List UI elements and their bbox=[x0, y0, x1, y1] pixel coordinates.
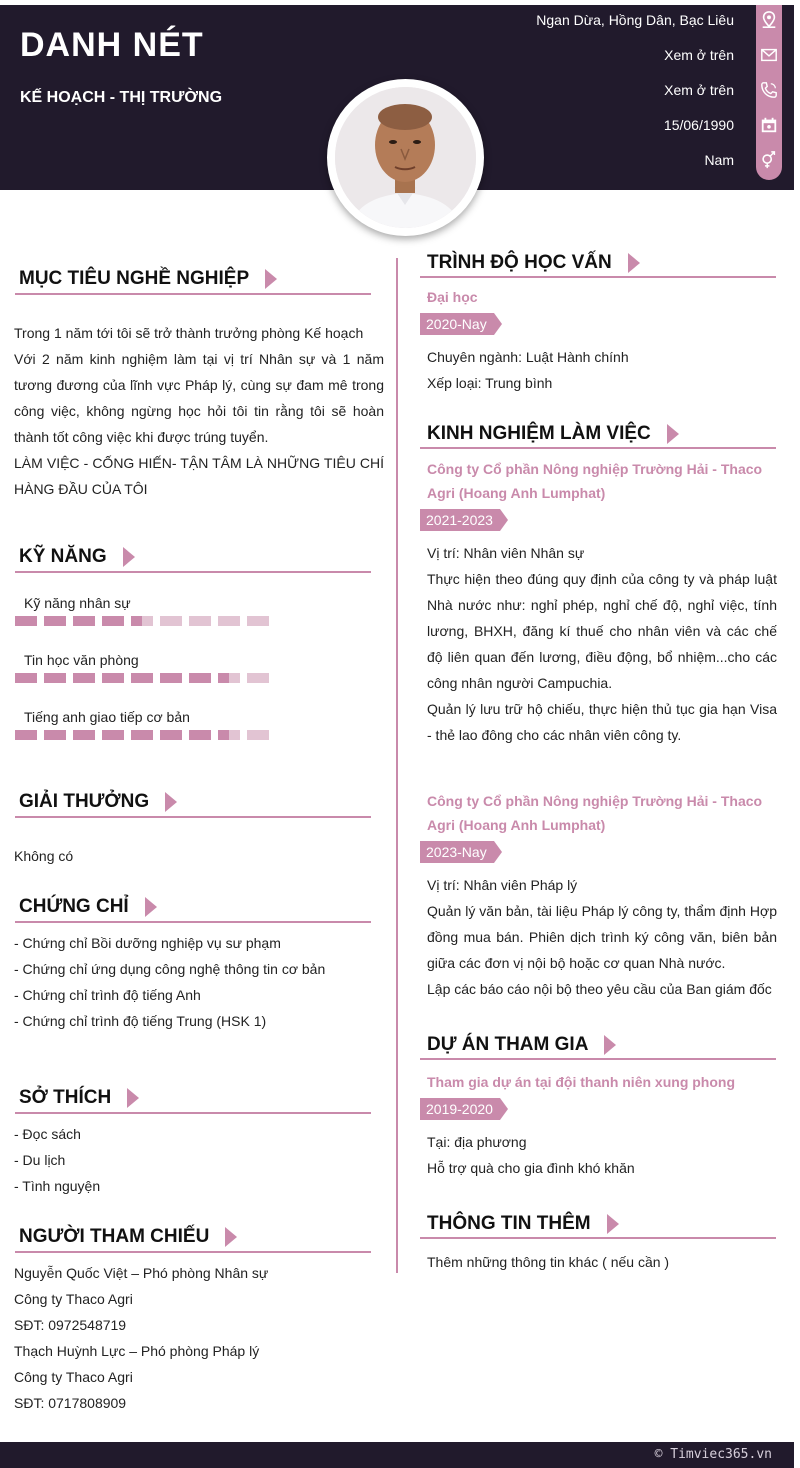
skill-level-segment bbox=[15, 616, 37, 626]
job-period-tag: 2023-Nay bbox=[420, 841, 494, 863]
title-marker-icon bbox=[145, 897, 157, 917]
education-rank: Xếp loại: Trung bình bbox=[427, 375, 553, 391]
awards-underline bbox=[15, 816, 371, 818]
skill-level-segment bbox=[131, 616, 153, 626]
reference-line: SĐT: 0972548719 bbox=[14, 1317, 127, 1333]
contact-birthday: 15/06/1990 bbox=[663, 117, 734, 133]
extra-underline bbox=[420, 1237, 776, 1239]
awards-text: Không có bbox=[14, 848, 74, 864]
objective-underline bbox=[15, 293, 371, 295]
references-title: NGƯỜI THAM CHIẾU bbox=[19, 1226, 237, 1248]
skill-level-segment bbox=[44, 616, 66, 626]
skill-label: Kỹ năng nhân sự bbox=[24, 595, 131, 611]
title-marker-icon bbox=[628, 253, 640, 273]
hobby-item: - Du lịch bbox=[14, 1152, 66, 1168]
skill-level-segment bbox=[102, 730, 124, 740]
projects-title: DỰ ÁN THAM GIA bbox=[427, 1034, 616, 1056]
job-description: Lập các báo cáo nội bộ theo yêu cầu của Ban giám đốc bbox=[427, 981, 772, 997]
hobby-item: - Đọc sách bbox=[14, 1126, 81, 1142]
reference-line: Công ty Thaco Agri bbox=[14, 1369, 133, 1385]
job-company: Công ty Cổ phần Nông nghiệp Trường Hải - Thaco Agri (Hoang Anh Lumphat) bbox=[427, 793, 763, 833]
certificate-item: - Chứng chỉ trình độ tiếng Trung (HSK 1) bbox=[14, 1013, 267, 1029]
candidate-position: KẾ HOẠCH - THỊ TRƯỜNG bbox=[20, 89, 223, 106]
objective-paragraph: Với 2 năm kinh nghiệm làm tại vị trí Nhân sự và 1 năm tương đương của lĩnh vực Pháp lý, cùng sự đam mê trong công việc, không ngừng học hỏi tôi tin rằng tôi sẽ hoàn thành tốt công việc khi được trúng tuyển. bbox=[14, 351, 384, 445]
project-name: Tham gia dự án tại đội thanh niên xung phong bbox=[427, 1074, 736, 1090]
education-period-tag: 2020-Nay bbox=[420, 313, 494, 335]
objective-title: MỤC TIÊU NGHỀ NGHIỆP bbox=[19, 268, 277, 290]
title-marker-icon bbox=[607, 1214, 619, 1234]
education-major: Chuyên ngành: Luật Hành chính bbox=[427, 349, 629, 365]
education-title: TRÌNH ĐỘ HỌC VẤN bbox=[427, 252, 640, 274]
skill-level-segment bbox=[189, 730, 211, 740]
calendar-icon bbox=[759, 115, 779, 135]
location-icon bbox=[759, 10, 779, 30]
skill-level-segment bbox=[102, 673, 124, 683]
contact-email: Xem ở trên bbox=[664, 47, 734, 63]
projects-underline bbox=[420, 1058, 776, 1060]
experience-underline bbox=[420, 447, 776, 449]
skill-level-segment bbox=[131, 673, 153, 683]
title-marker-icon bbox=[165, 792, 177, 812]
title-marker-icon bbox=[604, 1035, 616, 1055]
mail-icon bbox=[759, 45, 779, 65]
certificates-underline bbox=[15, 921, 371, 923]
objective-motto: LÀM VIỆC - CỐNG HIẾN- TẬN TÂM LÀ NHỮNG TIÊU CHÍ HÀNG ĐẦU CỦA TÔI bbox=[14, 455, 384, 497]
job-role: Vị trí: Nhân viên Pháp lý bbox=[427, 877, 578, 893]
references-underline bbox=[15, 1251, 371, 1253]
job-period-tag: 2021-2023 bbox=[420, 509, 500, 531]
extra-title: THÔNG TIN THÊM bbox=[427, 1213, 619, 1235]
reference-line: Thạch Huỳnh Lực – Phó phòng Pháp lý bbox=[14, 1343, 260, 1359]
title-marker-icon bbox=[127, 1088, 139, 1108]
hobbies-underline bbox=[15, 1112, 371, 1114]
skill-level-segment bbox=[247, 616, 269, 626]
skill-level-segment bbox=[15, 730, 37, 740]
skill-level-segment bbox=[189, 616, 211, 626]
job-description: Quản lý lưu trữ hộ chiếu, thực hiện thủ tục gia hạn Visa - thẻ lao đông cho các nhân viên công ty. bbox=[427, 701, 777, 743]
skill-level-segment bbox=[247, 673, 269, 683]
skill-level-segment bbox=[44, 673, 66, 683]
skill-level-segment bbox=[73, 616, 95, 626]
extra-text: Thêm những thông tin khác ( nếu cần ) bbox=[427, 1254, 670, 1270]
education-school: Đại học bbox=[427, 289, 478, 305]
skill-level-segment bbox=[15, 673, 37, 683]
skill-level-segment bbox=[102, 616, 124, 626]
certificates-title: CHỨNG CHỈ bbox=[19, 896, 157, 918]
title-marker-icon bbox=[123, 547, 135, 567]
skills-title: KỸ NĂNG bbox=[19, 546, 135, 568]
certificate-item: - Chứng chỉ ứng dụng công nghệ thông tin cơ bản bbox=[14, 961, 326, 977]
candidate-name: DANH NÉT bbox=[20, 26, 204, 64]
certificate-item: - Chứng chỉ trình độ tiếng Anh bbox=[14, 987, 201, 1003]
job-description: Quản lý văn bản, tài liệu Pháp lý công ty, thẩm định Hợp đồng mua bán. Phiên dịch trình ký công văn, biên bản giữa các đơn vị nội bộ hoặc cơ quan Nhà nước. bbox=[427, 903, 777, 971]
experience-title: KINH NGHIỆM LÀM VIỆC bbox=[427, 423, 679, 445]
reference-line: Nguyễn Quốc Việt – Phó phòng Nhân sự bbox=[14, 1265, 269, 1281]
job-company: Công ty Cổ phần Nông nghiệp Trường Hải - Thaco Agri (Hoang Anh Lumphat) bbox=[427, 461, 763, 501]
project-place: Tại: địa phương bbox=[427, 1134, 527, 1150]
skill-level-segment bbox=[73, 730, 95, 740]
phone-icon bbox=[759, 80, 779, 100]
title-marker-icon bbox=[667, 424, 679, 444]
skill-level-segment bbox=[160, 616, 182, 626]
contact-address: Ngan Dừa, Hồng Dân, Bạc Liêu bbox=[536, 12, 734, 28]
avatar bbox=[335, 87, 476, 228]
contact-gender: Nam bbox=[704, 152, 734, 168]
gender-icon bbox=[759, 150, 779, 170]
skill-level-segment bbox=[131, 730, 153, 740]
certificate-item: - Chứng chỉ Bồi dưỡng nghiệp vụ sư phạm bbox=[14, 935, 281, 951]
project-description: Hỗ trợ quà cho gia đình khó khăn bbox=[427, 1160, 635, 1176]
title-marker-icon bbox=[225, 1227, 237, 1247]
reference-line: Công ty Thaco Agri bbox=[14, 1291, 133, 1307]
job-description: Thực hiện theo đúng quy định của công ty và pháp luật Nhà nước như: nghỉ phép, nghỉ chế độ, nghỉ việc, tính lương, BHXH, đăng kí thuế cho nhân viên và các chế độ liên quan đến lương, điều động, bổ nhiệm...cho các công nhân người Campuchia. bbox=[427, 571, 777, 691]
footer-bar bbox=[0, 1442, 794, 1468]
skill-level-segment bbox=[218, 673, 240, 683]
objective-line1: Trong 1 năm tới tôi sẽ trở thành trưởng phòng Kế hoạch bbox=[14, 325, 364, 341]
avatar-frame bbox=[327, 79, 484, 236]
contact-phone: Xem ở trên bbox=[664, 82, 734, 98]
hobby-item: - Tình nguyện bbox=[14, 1178, 101, 1194]
skill-label: Tiếng anh giao tiếp cơ bản bbox=[24, 709, 190, 725]
skill-level-segment bbox=[189, 673, 211, 683]
awards-title: GIẢI THƯỞNG bbox=[19, 791, 177, 813]
skill-level-segment bbox=[73, 673, 95, 683]
project-period-tag: 2019-2020 bbox=[420, 1098, 500, 1120]
job-role: Vị trí: Nhân viên Nhân sự bbox=[427, 545, 585, 561]
reference-line: SĐT: 0717808909 bbox=[14, 1395, 127, 1411]
skill-level-segment bbox=[44, 730, 66, 740]
skill-label: Tin học văn phòng bbox=[24, 652, 139, 668]
hobbies-title: SỞ THÍCH bbox=[19, 1087, 139, 1109]
title-marker-icon bbox=[265, 269, 277, 289]
skill-level-segment bbox=[247, 730, 269, 740]
skills-underline bbox=[15, 571, 371, 573]
skill-level-segment bbox=[218, 616, 240, 626]
skill-level-segment bbox=[160, 730, 182, 740]
skill-level-segment bbox=[218, 730, 240, 740]
column-divider bbox=[396, 258, 398, 1273]
education-underline bbox=[420, 276, 776, 278]
skill-level-segment bbox=[160, 673, 182, 683]
footer-copyright: © Timviec365.vn bbox=[654, 1447, 772, 1462]
